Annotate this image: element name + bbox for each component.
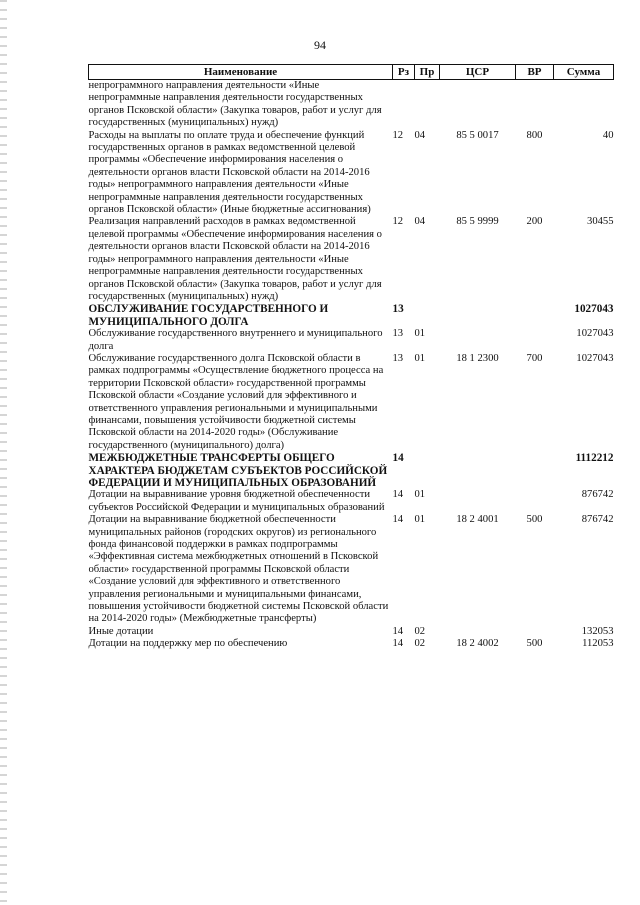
- cell-pr: 01: [414, 328, 426, 340]
- cell-csr: [440, 80, 516, 130]
- cell-csr: 18 2 4001: [456, 514, 499, 526]
- cell-pr: 04: [414, 216, 426, 228]
- cell-vr: 500: [526, 638, 543, 650]
- column-header-rz: Рз: [393, 65, 415, 80]
- table-row: [89, 638, 614, 650]
- cell-csr: [440, 626, 516, 638]
- table-row: [89, 353, 614, 452]
- page-number: 94: [314, 38, 326, 52]
- cell-csr: [440, 489, 516, 514]
- cell-csr: [440, 452, 516, 489]
- cell-rz: 13: [392, 328, 404, 340]
- section-row: [89, 303, 614, 328]
- cell-sum: 1027043: [576, 328, 614, 340]
- cell-name: Дотации на выравнивание уровня бюджетной обеспеченности субъектов Российской Федерации и муниципальных образований: [88, 489, 385, 513]
- cell-rz: 14: [392, 638, 404, 650]
- cell-pr: 02: [414, 625, 426, 637]
- cell-sum: 30455: [587, 216, 614, 228]
- cell-sum: 1112212: [575, 452, 614, 465]
- cell-sum: 1027043: [576, 352, 614, 364]
- cell-csr: 85 5 9999: [456, 216, 499, 228]
- cell-rz: 12: [392, 129, 404, 141]
- cell-pr: 02: [414, 638, 426, 650]
- cell-name: Реализация направлений расходов в рамках ведомственной целевой программы «Обеспечение информирования населения о деятельности органов власти Псковской области на 2014-2016 годы» непрограммного направления деятельности «Иные непрограммные направления деятельности государственных органов Псковской области» (Закупка товаров, работ и услуг для государственных (муниципальных) нужд): [88, 216, 382, 302]
- cell-csr: [440, 328, 516, 353]
- column-header-sum: Сумма: [554, 65, 614, 80]
- column-header-name: Наименование: [89, 65, 393, 80]
- cell-sum: 40: [602, 129, 614, 141]
- cell-sum: [554, 80, 614, 130]
- cell-vr: [516, 303, 554, 328]
- cell-rz: [393, 80, 415, 130]
- cell-rz: 14: [392, 625, 404, 637]
- column-header-csr: ЦСР: [440, 65, 516, 80]
- cell-rz: 14: [392, 489, 404, 501]
- cell-vr: [516, 80, 554, 130]
- table-row: [89, 216, 614, 303]
- cell-rz: 12: [392, 216, 404, 228]
- cell-pr: [415, 303, 440, 328]
- cell-name: Расходы на выплаты по оплате труда и обеспечение функций государственных органов в рамках ведомственной целевой программы «Обеспечение информирования населения о деятельности органов власти Псковской области на 2014-2016 годы» непрограммного направления деятельности «Иные непрограммные направления деятельности государственных органов Псковской области» (Иные бюджетные ассигнования): [88, 129, 371, 216]
- table-row: [89, 514, 614, 626]
- cell-name: Дотации на выравнивание бюджетной обеспеченности муниципальных районов (городских округов) из регионального фонда финансовой поддержки в рамках подпрограммы «Эффективная система межбюджетных отношений в Псковской области» государственной программы Псковской области «Создание условий для эффективного и ответственного управления региональными и муниципальными финансами, повышения устойчивости бюджетной системы Псковской области на 2014-2020 годы» (Межбюджетные трансферты): [88, 514, 389, 625]
- cell-rz: 14: [392, 514, 404, 526]
- section-row: [89, 452, 614, 489]
- table-header-row: [89, 65, 614, 80]
- budget-table: [88, 64, 614, 651]
- cell-vr: 800: [526, 129, 543, 141]
- cell-vr: 700: [526, 352, 543, 364]
- cell-csr: 85 5 0017: [456, 129, 499, 141]
- cell-sum: 1027043: [574, 303, 614, 316]
- cell-rz: 14: [392, 452, 404, 465]
- cell-sum: 876742: [581, 514, 614, 526]
- cell-pr: 04: [414, 129, 426, 141]
- cell-pr: 01: [414, 514, 426, 526]
- table-row: [89, 80, 614, 130]
- cell-pr: [415, 80, 440, 130]
- cell-csr: 18 2 4002: [456, 638, 499, 650]
- cell-vr: 500: [526, 514, 543, 526]
- cell-pr: 01: [414, 489, 426, 501]
- cell-csr: 18 1 2300: [456, 352, 499, 364]
- cell-vr: 200: [526, 216, 543, 228]
- table-row: [89, 328, 614, 353]
- table-body: [89, 80, 614, 651]
- table-row: [89, 626, 614, 638]
- cell-sum: 112053: [582, 638, 614, 650]
- cell-pr: [415, 452, 440, 489]
- cell-name: Обслуживание государственного долга Псковской области в рамках подпрограммы «Осуществление бюджетного процесса на территории Псковской области» государственной программы Псковской области «Создание условий для эффективного и ответственного управления региональными и муниципальными финансами, повышения устойчивости бюджетной системы Псковской области на 2014-2020 годы» (Обслуживание государственного (муниципального) долга): [88, 352, 384, 451]
- cell-vr: [516, 328, 554, 353]
- cell-name: ОБСЛУЖИВАНИЕ ГОСУДАРСТВЕННОГО И МУНИЦИПАЛЬНОГО ДОЛГА: [88, 303, 329, 328]
- column-header-pr: Пр: [415, 65, 440, 80]
- column-header-vr: ВР: [516, 65, 554, 80]
- cell-name: Иные дотации: [88, 625, 154, 637]
- cell-csr: [440, 303, 516, 328]
- scan-edge-marks: [0, 0, 7, 905]
- cell-vr: [516, 489, 554, 514]
- cell-name: Обслуживание государственного внутреннего и муниципального долга: [88, 328, 383, 352]
- cell-name: непрограммного направления деятельности «Иные непрограммные направления деятельности государственных органов Псковской области» (Закупка товаров, работ и услуг для государственных (муниципальных) нужд): [88, 80, 382, 129]
- cell-name: МЕЖБЮДЖЕТНЫЕ ТРАНСФЕРТЫ ОБЩЕГО ХАРАКТЕРА БЮДЖЕТАМ СУБЪЕКТОВ РОССИЙСКОЙ ФЕДЕРАЦИИ И МУНИЦИПАЛЬНЫХ ОБРАЗОВАНИЙ: [88, 452, 388, 489]
- cell-sum: 876742: [581, 489, 614, 501]
- cell-vr: [516, 626, 554, 638]
- table-row: [89, 130, 614, 217]
- cell-pr: 01: [414, 352, 426, 364]
- cell-name: Дотации на поддержку мер по обеспечению: [88, 638, 288, 650]
- table-row: [89, 489, 614, 514]
- cell-rz: 13: [392, 303, 404, 316]
- cell-vr: [516, 452, 554, 489]
- cell-sum: 132053: [581, 625, 614, 637]
- cell-rz: 13: [392, 352, 404, 364]
